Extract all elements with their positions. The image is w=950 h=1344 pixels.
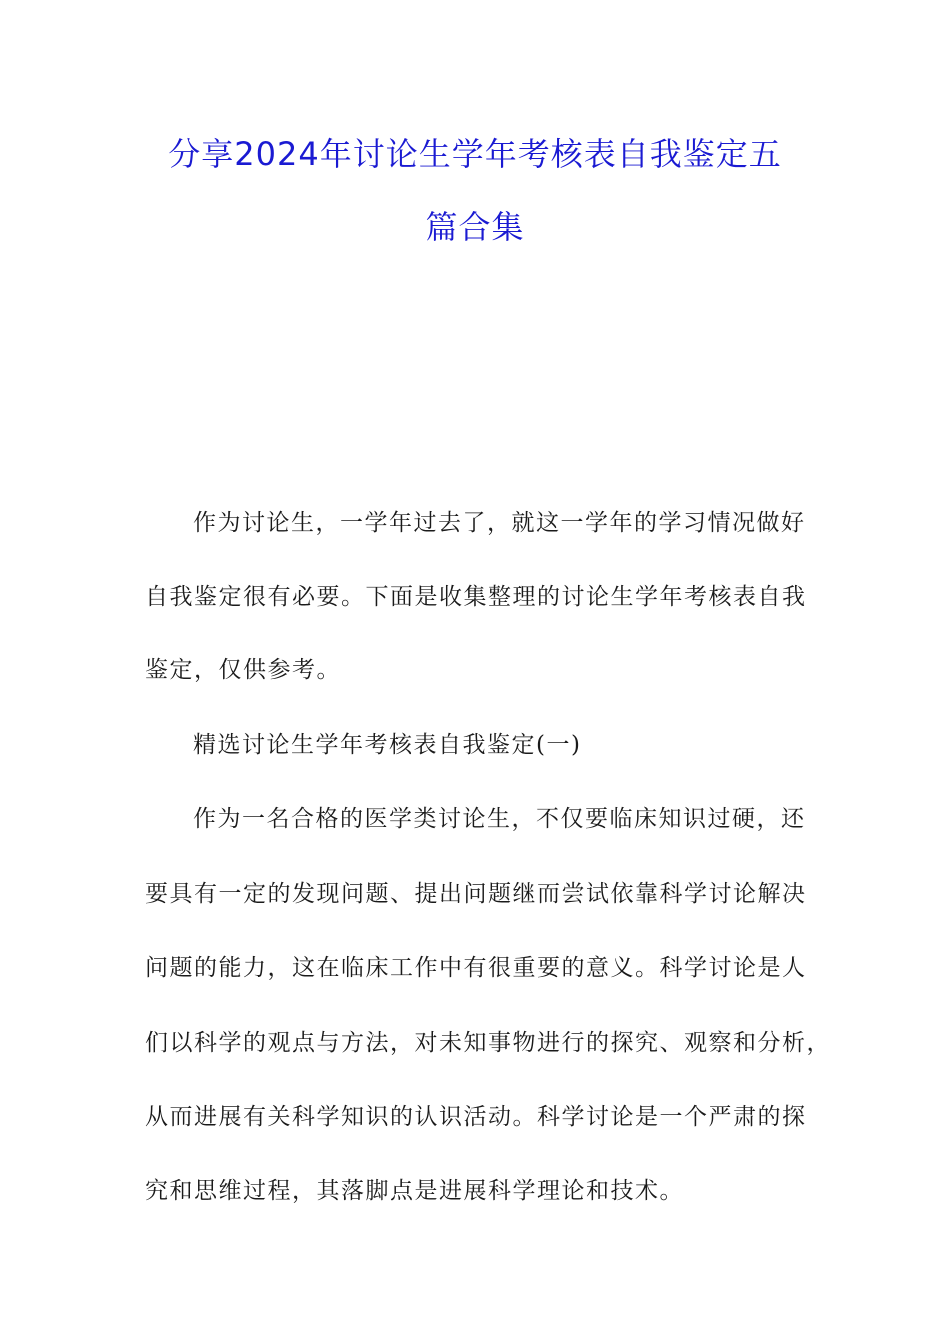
document-title-line-1: 分享2024年讨论生学年考核表自我鉴定五 [168,135,782,173]
paragraph-1-line-3: 鉴定，仅供参考。 [145,657,341,683]
paragraph-3-line-3: 问题的能力，这在临床工作中有很重要的意义。科学讨论是人 [145,955,807,981]
paragraph-1-line-1: 作为讨论生，一学年过去了，就这一学年的学习情况做好 [193,510,806,536]
paragraph-3-line-5: 从而进展有关科学知识的认识活动。科学讨论是一个严肃的探 [145,1104,807,1130]
paragraph-1-line-2: 自我鉴定很有必要。下面是收集整理的讨论生学年考核表自我 [145,584,807,610]
paragraph-3-line-4: 们以科学的观点与方法，对未知事物进行的探究、观察和分析， [145,1030,831,1056]
paragraph-3-line-2: 要具有一定的发现问题、提出问题继而尝试依靠科学讨论解决 [145,881,807,907]
paragraph-3-line-1: 作为一名合格的医学类讨论生，不仅要临床知识过硬，还 [193,806,806,832]
section-heading: 精选讨论生学年考核表自我鉴定(一) [193,732,582,758]
paragraph-3-line-6: 究和思维过程，其落脚点是进展科学理论和技术。 [145,1178,684,1204]
document-title-line-2: 篇合集 [425,208,525,246]
